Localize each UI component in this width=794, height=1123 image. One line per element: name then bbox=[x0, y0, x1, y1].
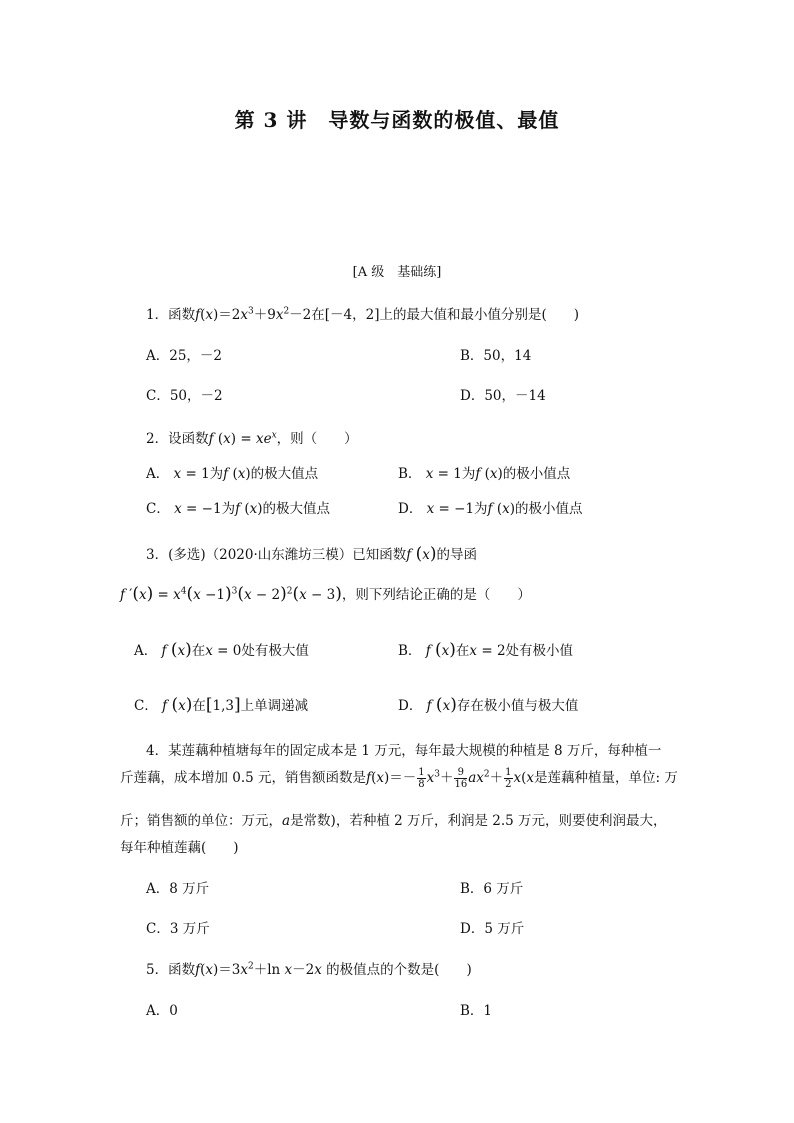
question-1-option-c: C．50，－2 bbox=[146, 388, 223, 404]
question-4-line1: 4．某莲藕种植塘每年的固定成本是 1 万元，每年最大规模的种植是 8 万斤，每种植一 bbox=[146, 743, 662, 759]
question-2-option-c: C． x = −1为f (x)的极大值点 bbox=[146, 501, 331, 517]
question-2-option-b: B． x = 1为f (x)的极小值点 bbox=[398, 466, 571, 482]
question-2-option-d: D． x = −1为f (x)的极小值点 bbox=[398, 501, 583, 517]
question-4-line3: 斤；销售额的单位：万元，a是常数)，若种植 2 万斤，利润是 2.5 万元，则要使利润最大， bbox=[120, 813, 667, 829]
question-1-option-d: D．50，－14 bbox=[460, 388, 546, 404]
question-1-option-b: B．50，14 bbox=[460, 348, 532, 364]
page-title: 第 3 讲 导数与函数的极值、最值 bbox=[234, 108, 560, 132]
question-3-stem-line1: 3．(多选)（2020·山东潍坊三模）已知函数f (x)的导函 bbox=[146, 544, 477, 564]
question-3-option-b: B． f (x)在x = 2处有极小值 bbox=[398, 640, 574, 660]
question-4-option-a: A．8 万斤 bbox=[146, 881, 210, 897]
question-3-option-c: C． f (x)在[1,3]上单调递减 bbox=[134, 695, 309, 715]
question-2-option-a: A． x = 1为f (x)的极大值点 bbox=[146, 466, 319, 482]
question-4-line2: 斤莲藕，成本增加 0.5 元，销售额函数是f(x)＝－ $\frac{1}{8}$ $x^3+$ $\frac{9}{16}$ $ax^2+$ $\frac{1}{2}$ x(x是莲藕种植量，单位: 万 bbox=[120, 767, 678, 790]
question-3-option-a: A． f (x)在x = 0处有极大值 bbox=[134, 640, 309, 660]
question-3-option-d: D． f (x)存在极小值与极大值 bbox=[398, 695, 579, 715]
section-heading: [A 级 基础练] bbox=[352, 265, 442, 280]
question-1-stem: 1．函数$f(x)=2x^3+9x^2-2$在[－4，2]上的最大值和最小值分别是( ) bbox=[146, 306, 580, 323]
question-4-line4: 每年种植莲藕( ) bbox=[120, 840, 239, 856]
question-4-option-b: B．6 万斤 bbox=[460, 881, 524, 897]
question-4-option-d: D．5 万斤 bbox=[460, 921, 525, 937]
question-5-option-b: B．1 bbox=[460, 1003, 493, 1019]
question-4-option-c: C．3 万斤 bbox=[146, 921, 210, 937]
question-3-stem-line2: f $'(x) = x^4(x -1)^3(x - 2)^2(x - 3)$，则下列结论正确的是（ ） bbox=[120, 584, 531, 604]
question-2-stem: 2．设函数f $(x) = xe^x$，则（ ） bbox=[146, 430, 358, 447]
question-5-option-a: A．0 bbox=[146, 1003, 178, 1019]
question-5-stem: 5．函数$f(x)=3x^2+\ln$ x－2x 的极值点的个数是( ) bbox=[146, 961, 472, 978]
question-1-option-a: A．25，－2 bbox=[146, 348, 223, 364]
